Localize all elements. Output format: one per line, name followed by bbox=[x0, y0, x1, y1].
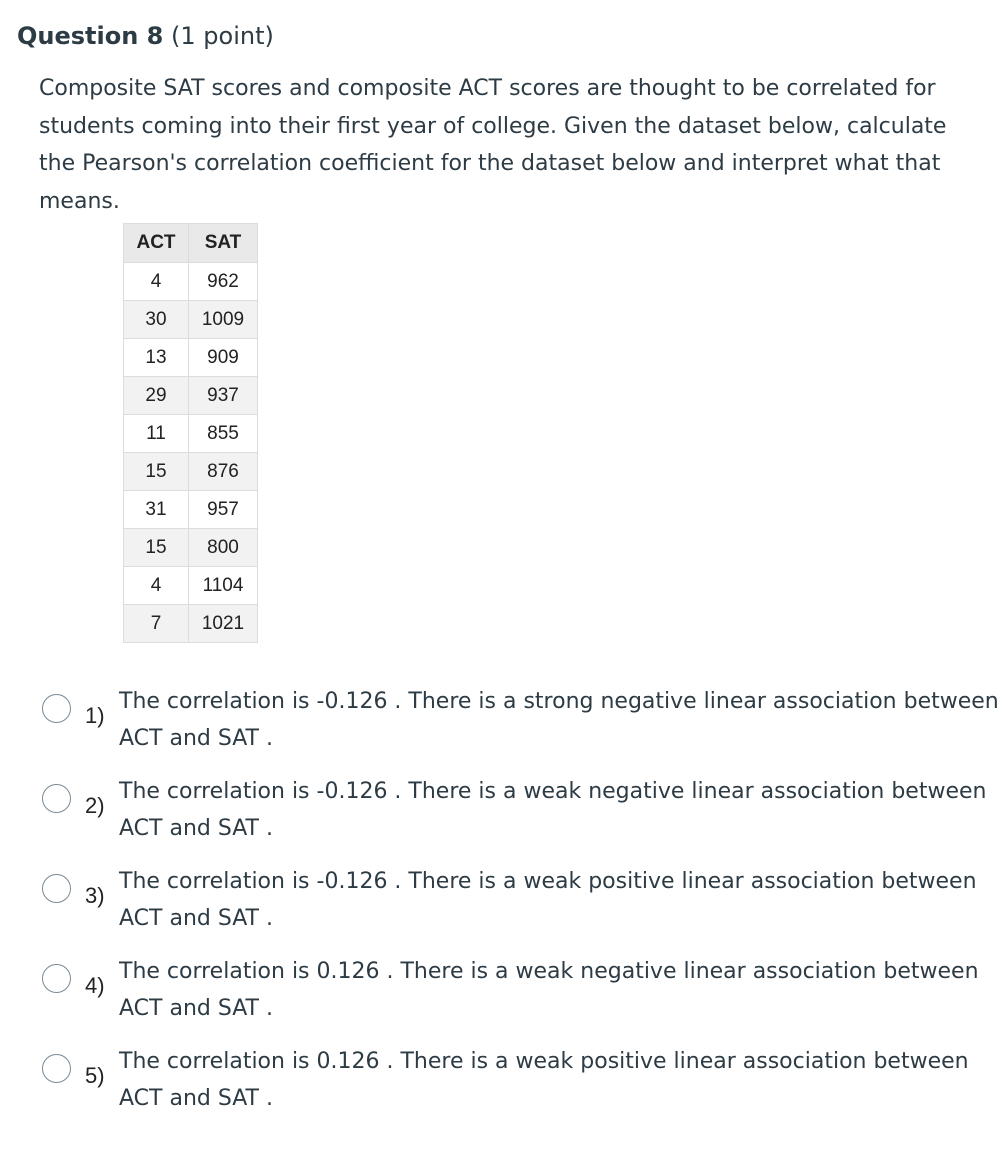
sat-cell: 800 bbox=[189, 529, 258, 567]
question-header bbox=[17, 20, 274, 52]
act-cell: 11 bbox=[124, 415, 189, 453]
question-prompt: Composite SAT scores and composite ACT scores are thought to be correlated for students coming into their first year of college. Given the dataset below, calculate the Pearson's correlation coefficient for the dataset below and interpret what that means. bbox=[39, 76, 947, 214]
table-row bbox=[124, 529, 258, 567]
radio-button-2[interactable] bbox=[42, 784, 71, 813]
act-cell: 13 bbox=[124, 339, 189, 377]
table-row bbox=[124, 567, 258, 605]
answer-option-3[interactable] bbox=[0, 863, 1002, 943]
table-row bbox=[124, 453, 258, 491]
table-row bbox=[124, 263, 258, 301]
act-cell: 15 bbox=[124, 529, 189, 567]
sat-cell: 909 bbox=[189, 339, 258, 377]
sat-cell: 962 bbox=[189, 263, 258, 301]
radio-button-5[interactable] bbox=[42, 1054, 71, 1083]
sat-cell: 876 bbox=[189, 453, 258, 491]
act-cell: 4 bbox=[124, 263, 189, 301]
act-cell: 31 bbox=[124, 491, 189, 529]
sat-cell: 1104 bbox=[189, 567, 258, 605]
answer-number-1: 1) bbox=[85, 703, 105, 728]
answer-option-1[interactable] bbox=[0, 683, 1002, 763]
radio-button-3[interactable] bbox=[42, 874, 71, 903]
table-row bbox=[124, 605, 258, 643]
column-header-act: ACT bbox=[124, 224, 189, 263]
answer-number-3: 3) bbox=[85, 883, 105, 908]
act-cell: 30 bbox=[124, 301, 189, 339]
act-cell: 15 bbox=[124, 453, 189, 491]
sat-cell: 957 bbox=[189, 491, 258, 529]
table-row bbox=[124, 491, 258, 529]
sat-cell: 855 bbox=[189, 415, 258, 453]
table-row bbox=[124, 377, 258, 415]
answer-number-5: 5) bbox=[85, 1063, 105, 1088]
radio-button-4[interactable] bbox=[42, 964, 71, 993]
data-table bbox=[123, 223, 258, 643]
table-header-row bbox=[124, 224, 258, 263]
radio-button-1[interactable] bbox=[42, 694, 71, 723]
answer-text-3[interactable]: The correlation is -0.126 . There is a weak positive linear association between ACT and SAT . bbox=[119, 869, 977, 931]
act-cell: 4 bbox=[124, 567, 189, 605]
act-cell: 7 bbox=[124, 605, 189, 643]
answer-text-2[interactable]: The correlation is -0.126 . There is a weak negative linear association between ACT and SAT . bbox=[119, 779, 987, 841]
answer-text-4[interactable]: The correlation is 0.126 . There is a weak negative linear association between ACT and SAT . bbox=[119, 959, 979, 1021]
sat-cell: 937 bbox=[189, 377, 258, 415]
answer-option-5[interactable] bbox=[0, 1043, 1002, 1123]
answer-number-4: 4) bbox=[85, 973, 105, 998]
answer-option-4[interactable] bbox=[0, 953, 1002, 1033]
answer-number-2: 2) bbox=[85, 793, 105, 818]
answer-text-5[interactable]: The correlation is 0.126 . There is a weak positive linear association between ACT and SAT . bbox=[119, 1049, 969, 1111]
answer-text-1[interactable]: The correlation is -0.126 . There is a strong negative linear association between ACT and SAT . bbox=[119, 689, 999, 751]
act-cell: 29 bbox=[124, 377, 189, 415]
table-row bbox=[124, 415, 258, 453]
sat-cell: 1021 bbox=[189, 605, 258, 643]
table-row bbox=[124, 339, 258, 377]
table-row bbox=[124, 301, 258, 339]
question-points: (1 point) bbox=[171, 22, 274, 50]
sat-cell: 1009 bbox=[189, 301, 258, 339]
question-title: Question 8 bbox=[17, 22, 164, 50]
column-header-sat: SAT bbox=[189, 224, 258, 263]
answer-option-2[interactable] bbox=[0, 773, 1002, 853]
